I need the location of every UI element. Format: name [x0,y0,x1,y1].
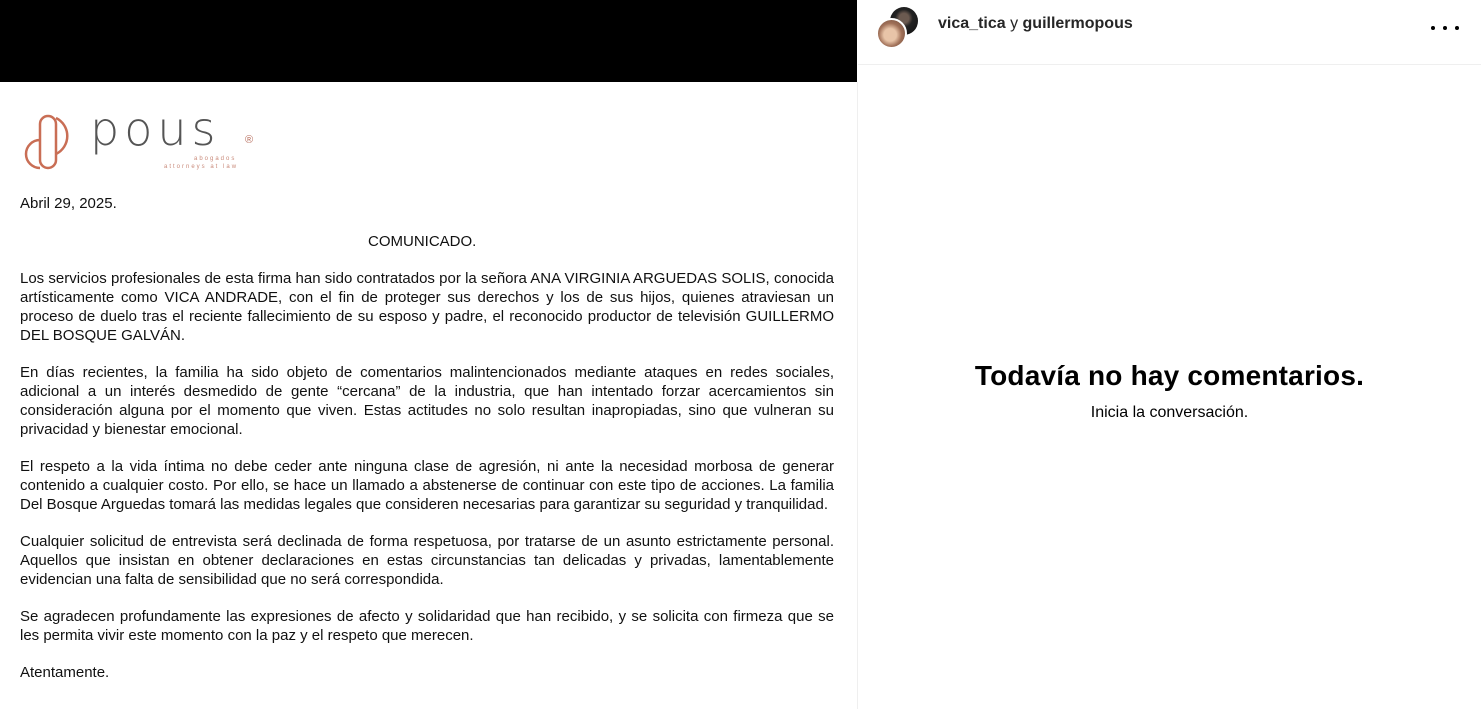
username-link-2[interactable]: guillermopous [1022,15,1133,32]
avatar-vica-tica[interactable] [876,18,907,49]
press-release-document [0,82,857,709]
document-date: Abril 29, 2025. [20,195,117,212]
empty-comments-subtitle: Inicia la conversación. [1090,404,1249,421]
empty-comments-state [858,360,1481,422]
author-separator: y [1010,15,1019,32]
logo-subtitle-en: attorneys at law [164,164,239,170]
registered-mark: ® [245,134,254,146]
more-horizontal-icon [1443,26,1447,30]
empty-comments-title: Todavía no hay comentarios. [974,360,1365,391]
more-options-button[interactable] [1431,18,1459,38]
more-horizontal-icon [1431,26,1435,30]
logo-subtitle-es: abogados [194,156,237,162]
post-authors [938,15,1133,33]
document-paragraph: El respeto a la vida íntima no debe ceder ante ninguna clase de agresión, ni ante la necesidad morbosa de generar contenido a cualquier costo. Por ello, se hace un llamado a abstenerse de continuar con este tipo de acciones. La familia Del Bosque Arguedas tomará las medidas legales que consideren necesarias para garantizar su seguridad y tranquilidad. [20,458,834,513]
document-paragraph: Se agradecen profundamente las expresiones de afecto y solidaridad que han recibido, y se solicita con firmeza que se les permita vivir este momento con la paz y el respeto que merecen. [20,608,834,644]
more-horizontal-icon [1455,26,1459,30]
username-link-1[interactable]: vica_tica [938,15,1006,32]
post-header [858,0,1481,65]
document-closing: Atentamente. [20,664,110,681]
media-black-bar [0,0,857,82]
document-paragraph: Cualquier solicitud de entrevista será declinada de forma respetuosa, por tratarse de un asunto estrictamente personal. Aquellos que insistan en obtener declaraciones en estas circunstancias tan delicadas y privadas, lamentablemente evidencian una falta de sensibilidad que no será correspondida. [20,533,834,588]
document-paragraph: En días recientes, la familia ha sido objeto de comentarios malintencionados mediante ataques en redes sociales, adicional a un interés desmedido de gente “cercana” de la industria, que han intentado forzar acercamientos sin consideración alguna por el momento que viven. Estas actitudes no solo resultan inapropiadas, sino que vulneran su privacidad y bienestar emocional. [20,364,834,438]
comments-panel [858,0,1481,709]
document-title: COMUNICADO. [368,233,477,250]
collab-avatars[interactable] [876,7,920,49]
pous-logo-mark-icon [24,110,84,174]
pous-logo [24,102,264,180]
document-paragraph: Los servicios profesionales de esta firma han sido contratados por la señora ANA VIRGINIA ARGUEDAS SOLIS, conocida artísticamente como VICA ANDRADE, con el fin de proteger sus derechos y los de sus hijos, quienes atraviesan un proceso de duelo tras el reciente fallecimiento de su esposo y padre, el reconocido productor de televisión GUILLERMO DEL BOSQUE GALVÁN. [20,270,834,344]
document-body [20,269,834,682]
logo-wordmark: pous [90,102,221,156]
